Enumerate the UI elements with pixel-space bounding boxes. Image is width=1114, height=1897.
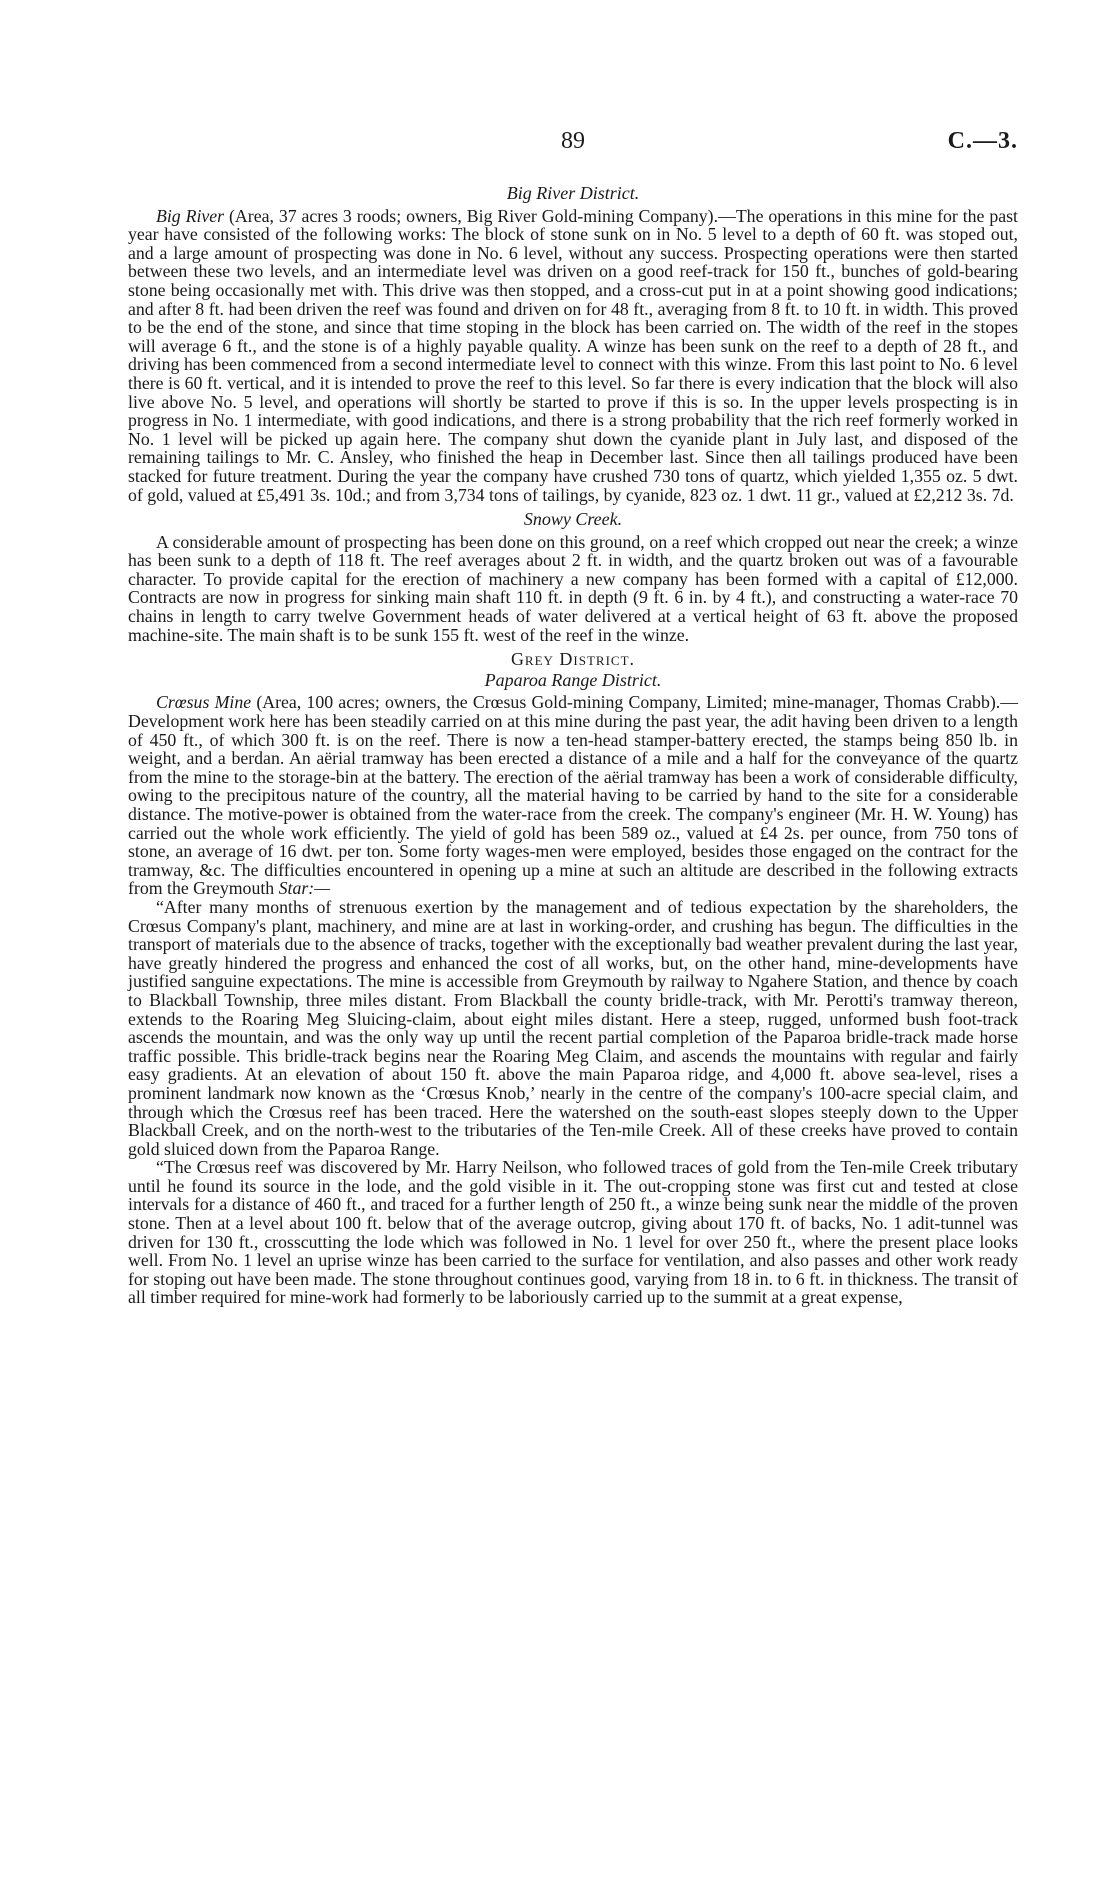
quote-paragraph-1: “After many months of strenuous exertion by the management and of tedious expectation by the shareholders, the Crœsus Company's plant, machinery, and mine are at last in working-order, and crushing has begun. The difficulties in the transport of materials due to the absence of tracks, together with the exceptionally bad weather prevalent during the last year, have greatly hindered the progress and enhanced the cost of all works, but, on the other hand, mine-developments have justified sanguine expectations. The mine is accessible from Greymouth by railway to Ngahere Station, and thence by coach to Blackball Township, three miles distant. From Blackball the county bridle-track, with Mr. Perotti's tramway thereon, extends to the Roaring Meg Sluicing-claim, about eight miles distant. Here a steep, rugged, unformed bush foot-track ascends the mountain, and was the only way up until the recent partial completion of the Paparoa bridle-track made horse traffic possible. This bridle-track begins near the Roaring Meg Claim, and ascends the mountains with regular and fairly easy gradients. At an elevation of about 150 ft. above the main Paparoa ridge, and 4,000 ft. above sea-level, rises a prominent landmark now known as the ‘Crœsus Knob,’ nearly in the centre of the company's 100-acre special claim, and through which the Crœsus reef has been traced. Here the watershed on the south-east slopes steeply down to the Upper Blackball Creek, and on the north-west to the tributaries of the Ten-mile Creek. All of these creeks have proved to contain gold sluiced down from the Paparoa Range. xyxy=(128,896,1018,1159)
paragraph-snowy-creek: A considerable amount of prospecting has been done on this ground, on a reef which cropped out near the creek; a winze has been sunk to a depth of 118 ft. The reef averages about 2 ft. in width, and the quartz broken out was of a favourable character. To provide capital for the erection of machinery a new company has been formed with a capital of £12,000. Contracts are now in progress for sinking main shaft 110 ft. in depth (9 ft. 6 in. by 4 ft.), and constructing a water-race 70 chains in length to carry twelve Government heads of water delivered at a vertical height of 63 ft. above the proposed machine-site. The main shaft is to be sunk 155 ft. west of the reef in the winze. xyxy=(128,531,1018,645)
paragraph-text: (Area, 37 acres 3 roods; owners, Big River Gold-mining Company).—The operations in this mine for the past year have consisted of the following works: The block of stone sunk on in No. 5 level to a depth of 60 ft. was stoped out, and a large amount of prospecting was done in No. 6 level, without any success. Prospecting operations were then started between these two levels, and an intermediate level was driven on a good reef-track for 150 ft., bunches of gold-bearing stone being occasionally met with. This drive was then stopped, and a cross-cut put in at a point showing good indications; and after 8 ft. had been driven the reef was found and driven on for 48 ft., averaging from 8 ft. to 10 ft. in width. This proved to be the end of the stone, and since that time stoping in the block has been carried on. The width of the reef in the stopes will average 6 ft., and the stone is of a highly payable quality. A winze has been sunk on the reef to a depth of 28 ft., and driving has been commenced from a second intermediate level to connect with this winze. From this last point to No. 6 level there is 60 ft. vertical, and it is intended to prove the reef to this level. So far there is every indication that the block will also live above No. 5 level, and operations will shortly be started to prove if this is so. In the upper levels prospecting is in progress in No. 1 intermediate, with good indications, and there is a strong probability that the rich reef formerly worked in No. 1 level will be picked up again here. The company shut down the cyanide plant in July last, and disposed of the remaining tailings to Mr. C. Ansley, who finished the heap in December last. Since then all tailings produced have been stacked for future treatment. During the year the company have crushed 730 tons of quartz, which yielded 1,355 oz. 5 dwt. of gold, valued at £5,491 3s. 10d.; and from 3,734 tons of tailings, by cyanide, 823 oz. 1 dwt. 11 gr., valued at £2,212 3s. 7d. xyxy=(128,205,1018,505)
paragraph-croesus xyxy=(128,693,1018,898)
document-body xyxy=(128,178,1018,1307)
quote-paragraph-2: “The Crœsus reef was discovered by Mr. Harry Neilson, who followed traces of gold from the Ten-mile Creek tributary until he found its source in the lode, and the gold visible in it. The out-cropping stone was first cut and tested at close intervals for a distance of 460 ft., and traced for a further length of 250 ft., a winze being sunk near the middle of the proven stone. Then at a level about 100 ft. below that of the average outcrop, giving about 170 ft. of backs, No. 1 adit-tunnel was driven for 130 ft., crosscutting the lode which was followed in No. 1 level for over 250 ft., where the present place looks well. From No. 1 level an uprise winze has been carried to the surface for ventilation, and also passes and other work ready for stoping out have been made. The stone throughout continues good, varying from 18 in. to 6 ft. in thickness. The transit of all timber required for mine-work had formerly to be laboriously carried up to the summit at a great expense, xyxy=(128,1157,1018,1308)
page-number: 89 xyxy=(561,128,585,154)
page-header xyxy=(128,128,1018,160)
section-heading-big-river: Big River District. xyxy=(506,183,640,203)
section-heading-snowy-creek: Snowy Creek. xyxy=(523,509,623,530)
mine-name-croesus: Crœsus Mine xyxy=(156,692,252,713)
paragraph-text: (Area, 100 acres; owners, the Crœsus Gold-mining Company, Limited; mine-manager, Thomas Crabb).—Development work here has been steadily carried on at this mine during the past year, the adit having been driven to a length of 450 ft., of which 300 ft. is on the reef. There is now a ten-head stamper-battery erected, the stamps being 850 lb. in weight, and a berdan. An aërial tramway has been erected a distance of a mile and a half for the conveyance of the quartz from the mine to the storage-bin at the battery. The erection of the aërial tramway has been a work of considerable difficulty, owing to the precipitous nature of the country, all the material having to be carried by hand to the site for a considerable distance. The motive-power is obtained from the water-race from the creek. The company's engineer (Mr. H. W. Young) has carried out the whole work efficiently. The yield of gold has been 589 oz., valued at £4 2s. per ounce, from 750 tons of stone, an average of 16 dwt. per ton. Some forty wages-men were employed, besides those engaged on the contract for the tramway, &c. The difficulties encountered in opening up a mine at such an altitude are described in the following extracts from the Greymouth xyxy=(128,692,1018,899)
newspaper-name: Star:— xyxy=(278,878,330,899)
mine-name-big-river: Big River xyxy=(156,205,225,226)
document-reference: C.—3. xyxy=(947,128,1018,154)
section-heading-paparoa: Paparoa Range District. xyxy=(484,669,662,690)
section-heading-grey-district: Grey District. xyxy=(510,649,636,670)
paragraph-big-river xyxy=(128,207,1018,505)
